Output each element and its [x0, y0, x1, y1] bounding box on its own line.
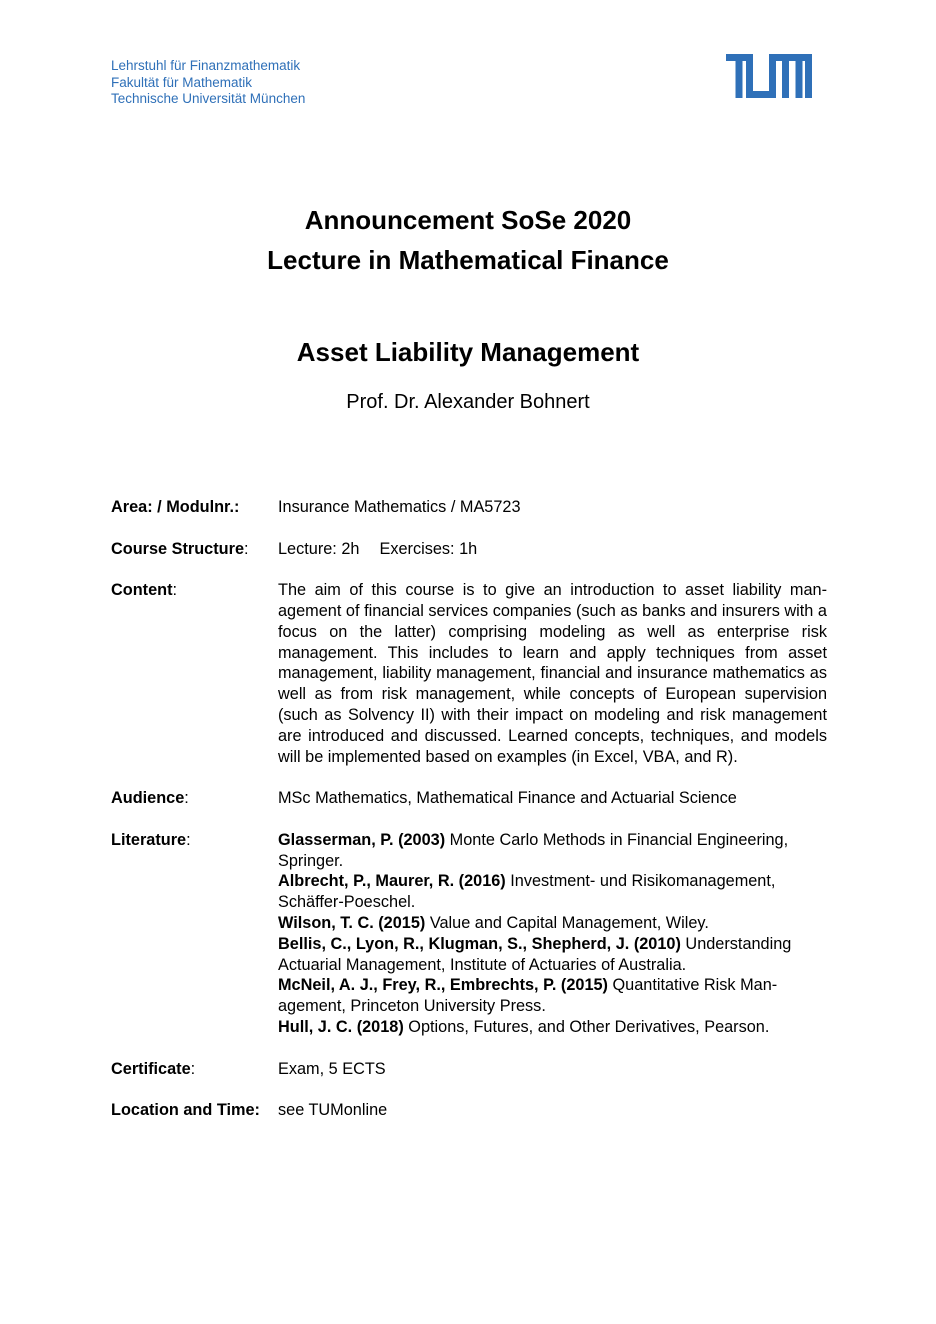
structure-row: Course Structure: Lecture: 2h Exercises: 1h — [111, 539, 478, 558]
audience-row: Audience: MSc Mathematics, Mathematical Finance and Actuarial Science — [111, 788, 827, 809]
area-label: Area: / Modulnr.: — [111, 498, 240, 516]
structure-label: Course Structure — [111, 539, 244, 558]
literature-label: Literature — [111, 830, 187, 849]
course-details — [111, 497, 827, 1142]
literature-item: Wilson, T. C. (2015) Value and Capital Management, Wiley. — [278, 913, 709, 932]
literature-item: Glasserman, P. (2003) Monte Carlo Methods in Financial Engineering, Springer. — [278, 830, 789, 870]
lecture-title: Lecture in Mathematical Finance — [267, 245, 669, 275]
faculty-line: Fakultät für Mathematik — [111, 74, 253, 90]
location-value: see TUMonline — [278, 1101, 388, 1120]
literature-row: Literature: Glasserman, P. (2003) Monte Carlo Methods in Financial Engineering, Springer. Albrecht, P., Maurer, R. (2016) Investment- und Risikomanagement, Schäffer-Poeschel. Wilson, T. C. (2015) Value and Capital Management, Wiley. Bellis, C., Lyon, R., Klugman, S., Shepherd, J. (2010) Understanding Actuarial Management, Institute of Actuaries of Australia. McNeil, A. J., Frey, R., Embrechts, P. (2015) Quantitative Risk Management, Princeton University Press. Hull, J. C. (2018) Options, Futures, and Other Derivatives, Pearson. — [111, 830, 827, 1038]
literature-item: McNeil, A. J., Frey, R., Embrechts, P. (2015) Quantitative Risk Management, Princeton University Press. — [278, 976, 778, 1016]
content-label: Content — [111, 581, 173, 600]
certificate-row: Certificate: Exam, 5 ECTS — [111, 1059, 827, 1080]
tum-logo — [726, 54, 812, 98]
area-value: Insurance Mathematics / MA5723 — [278, 498, 521, 516]
university-line: Technische Universität München — [111, 91, 306, 106]
area-row — [111, 497, 827, 518]
course-title: Asset Liability Management — [296, 337, 640, 367]
lecture-hours: Lecture: 2h — [278, 539, 360, 558]
literature-list — [278, 830, 827, 1038]
audience-label: Audience — [111, 789, 185, 808]
literature-item: Albrecht, P., Maurer, R. (2016) Investment- und Risikomanagement, Schäffer-Poeschel. — [278, 872, 776, 912]
literature-item: Bellis, C., Lyon, R., Klugman, S., Shepherd, J. (2010) Understanding Actuarial Management, Institute of Actuaries of Australia. — [278, 934, 792, 974]
certificate-value: Exam, 5 ECTS — [278, 1059, 386, 1078]
lecturer-name: Prof. Dr. Alexander Bohnert — [346, 391, 590, 413]
announcement-title: Announcement SoSe 2020 — [304, 205, 632, 235]
chair-line: Lehrstuhl für Finanzmathematik — [111, 58, 301, 73]
institution-info — [111, 58, 305, 108]
literature-item: Hull, J. C. (2018) Options, Futures, and Other Derivatives, Pearson. — [278, 1017, 770, 1036]
content-row: Content: The aim of this course is to give an introduction to asset liability management of financial services companies (such as banks and insurers with a focus on the latter) comprising modeling as well as enterprise risk management. This includes to learn and apply techniques from asset management, liability management, financial and insurance mathematics as well as from risk management, while concepts of European supervision (such as Solvency II) with their impact on modeling and risk management are introduced and discussed. Learned concepts, techniques, and models will be implemented based on examples (in Excel, VBA, and R). — [111, 581, 827, 766]
audience-value: MSc Mathematics, Mathematical Finance and Actuarial Science — [278, 789, 737, 808]
exercise-hours: Exercises: 1h — [379, 539, 478, 558]
location-label: Location and Time: — [111, 1101, 260, 1120]
content-text: The aim of this course is to give an introduction to asset liability management of financial services companies (such as banks and insurers with a focus on the latter) comprising modeling as well as enterprise risk management. This includes to learn and apply techniques from asset management, liability management, financial and insurance mathematics as well as from risk management, while concepts of European supervision (such as Solvency II) with their impact on modeling and risk management are introduced and discussed. Learned concepts, techniques, and models will be implemented based on examples (in Excel, VBA, and R). — [278, 581, 827, 766]
certificate-label: Certificate — [111, 1059, 191, 1078]
location-row — [111, 1100, 827, 1121]
